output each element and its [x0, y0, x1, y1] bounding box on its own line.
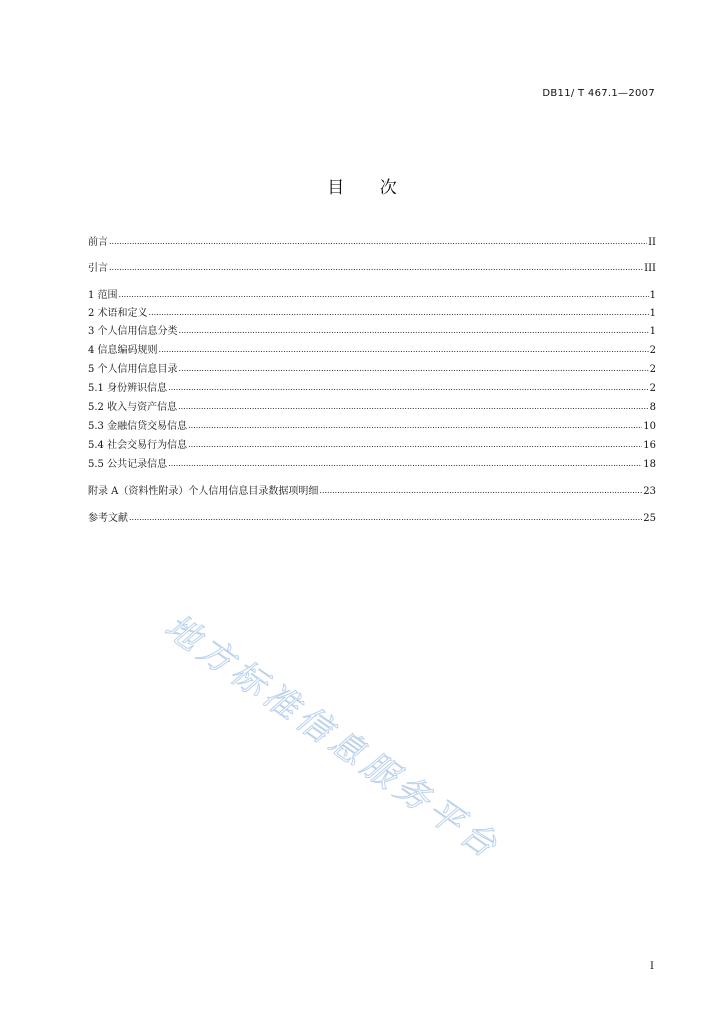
- toc-entry-label: 引言: [88, 263, 108, 274]
- toc-entry-references[interactable]: [88, 512, 656, 526]
- toc-entry-page: 16: [643, 440, 656, 451]
- toc-entry-classification[interactable]: [88, 325, 656, 339]
- toc-leader-dots: [179, 362, 649, 376]
- toc-leader-dots: [168, 457, 642, 471]
- toc-leader-dots: [159, 343, 649, 357]
- page-number: I: [650, 961, 654, 972]
- toc-leader-dots: [179, 324, 649, 338]
- toc-entry-page: 1: [649, 326, 656, 337]
- toc-entry-page: 1: [649, 308, 656, 319]
- toc-leader-dots: [319, 484, 642, 498]
- toc-leader-dots: [188, 419, 642, 433]
- toc-leader-dots: [129, 511, 642, 525]
- toc-entry-label: 5 个人信用信息目录: [88, 364, 178, 375]
- toc-entry-label: 2 术语和定义: [88, 308, 148, 319]
- toc-entry-page: 10: [643, 421, 656, 432]
- toc-entry-foreword[interactable]: [88, 236, 656, 250]
- toc-entry-page: 2: [649, 345, 656, 356]
- toc-entry-label: 5.1 身份辨识信息: [88, 383, 168, 394]
- toc-entry-terms[interactable]: [88, 307, 656, 321]
- toc-leader-dots: [149, 306, 649, 320]
- toc-entry-label: 前言: [88, 237, 108, 248]
- toc-entry-page: 2: [649, 383, 656, 394]
- page-title: 目 次: [327, 178, 397, 198]
- toc-leader-dots: [168, 381, 649, 395]
- toc-entry-page: III: [644, 263, 656, 274]
- toc-entry-public-records[interactable]: [88, 458, 656, 472]
- toc-entry-label: 5.3 金融信贷交易信息: [88, 421, 188, 432]
- toc-entry-label: 参考文献: [88, 513, 128, 524]
- toc-entry-label: 3 个人信用信息分类: [88, 326, 178, 337]
- toc-entry-introduction[interactable]: [88, 262, 656, 276]
- toc-entry-label: 5.5 公共记录信息: [88, 459, 168, 470]
- toc-entry-income-assets[interactable]: [88, 401, 656, 415]
- toc-entry-catalog[interactable]: [88, 363, 656, 377]
- toc-entry-page: 8: [649, 402, 656, 413]
- toc-entry-scope[interactable]: [88, 289, 656, 303]
- toc-entry-page: II: [648, 237, 656, 248]
- toc-entry-label: 5.2 收入与资产信息: [88, 402, 178, 413]
- toc-entry-page: 25: [643, 513, 656, 524]
- toc-entry-page: 1: [649, 290, 656, 301]
- toc-leader-dots: [188, 438, 642, 452]
- toc-entry-page: 2: [649, 364, 656, 375]
- toc-entry-identity[interactable]: [88, 382, 656, 396]
- toc-entry-label: 附录 A（资料性附录）个人信用信息目录数据项明细: [88, 486, 319, 497]
- document-code: DB11/ T 467.1—2007: [542, 88, 655, 99]
- toc-entry-page: 18: [643, 459, 656, 470]
- toc-entry-label: 1 范围: [88, 290, 118, 301]
- toc-leader-dots: [109, 261, 643, 275]
- toc-entry-label: 5.4 社会交易行为信息: [88, 440, 188, 451]
- toc-entry-coding-rules[interactable]: [88, 344, 656, 358]
- toc-entry-appendix-a[interactable]: [88, 485, 656, 499]
- toc-entry-page: 23: [643, 486, 656, 497]
- toc-leader-dots: [178, 400, 649, 414]
- toc-entry-social-transactions[interactable]: [88, 439, 656, 453]
- toc-leader-dots: [119, 288, 649, 302]
- watermark: 地方标准信息服务平台: [157, 606, 509, 869]
- toc-entry-financial-credit[interactable]: [88, 420, 656, 434]
- toc-leader-dots: [109, 235, 647, 249]
- toc-entry-label: 4 信息编码规则: [88, 345, 158, 356]
